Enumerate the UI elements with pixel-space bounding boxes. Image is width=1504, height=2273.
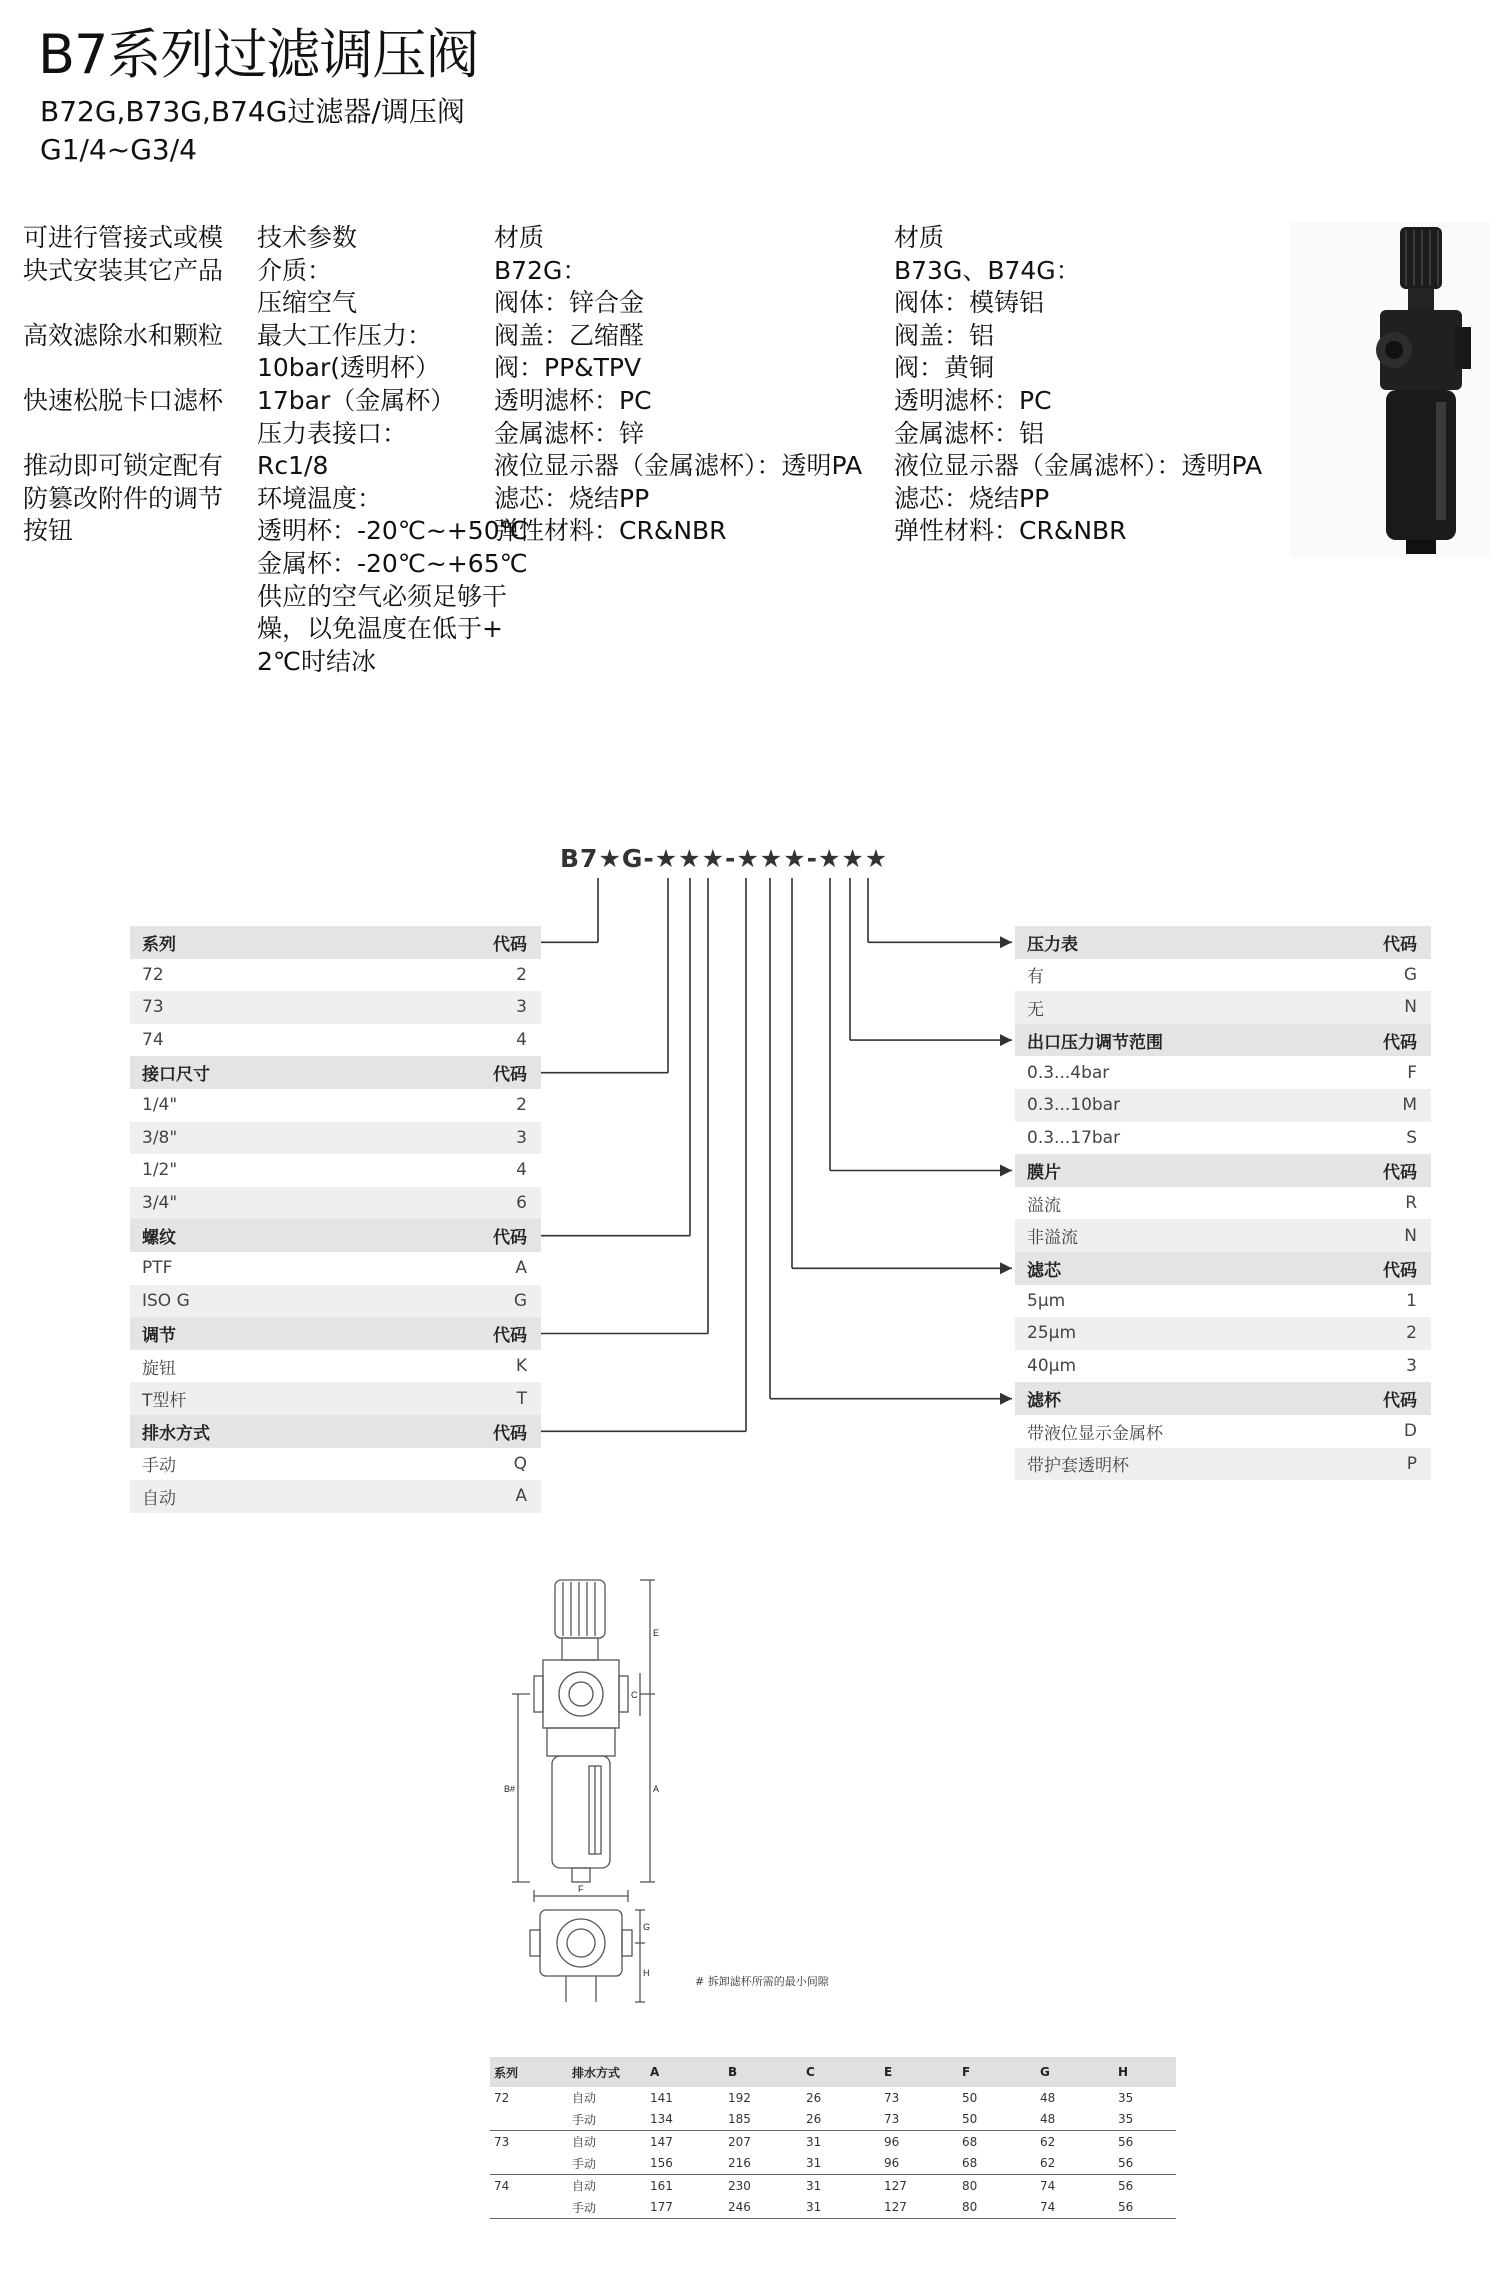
dim-header-cell: B <box>724 2057 802 2087</box>
order-option-code: 6 <box>355 1187 541 1220</box>
material-b72g-line: 材质 <box>494 223 545 252</box>
order-option-row <box>1015 1089 1431 1122</box>
order-option-label: 滤杯 <box>1015 1382 1245 1415</box>
order-option-row <box>1015 1448 1431 1481</box>
dim-cell <box>490 2197 568 2219</box>
dim-header-cell: 排水方式 <box>568 2057 646 2087</box>
order-option-code: 代码 <box>1245 1252 1431 1285</box>
order-option-label: 25μm <box>1015 1317 1245 1350</box>
material-b73g-b74g-line: 透明滤杯：PC <box>894 385 1052 415</box>
order-option-code: 代码 <box>355 1415 541 1448</box>
order-option-code: 代码 <box>355 1317 541 1350</box>
order-option-code: 4 <box>516 1160 527 1181</box>
dim-header-cell: A <box>646 2057 724 2087</box>
order-option-label: 压力表 <box>1015 926 1245 959</box>
order-option-row <box>130 1252 541 1285</box>
order-option-label: 手动 <box>142 1456 176 1477</box>
order-option-row <box>130 1024 541 1057</box>
material-b72g-line: 透明滤杯：PC <box>494 385 652 415</box>
dim-cell: 31 <box>802 2131 880 2153</box>
dim-cell: 72 <box>494 2090 510 2105</box>
port-size-range: G1/4~G3/4 <box>40 133 197 166</box>
feature-line: 高效滤除水和颗粒 <box>23 320 224 350</box>
dim-label-a: A <box>653 1784 660 1794</box>
order-option-code: 2 <box>516 964 527 985</box>
dimension-table <box>490 2057 1176 2219</box>
tech-param-line: 金属杯：-20℃~+65℃ <box>257 548 528 578</box>
connector-arrow <box>1000 1034 1012 1046</box>
material-b72g-line: 阀：PP&TPV <box>494 353 642 383</box>
dim-cell: 127 <box>880 2197 958 2219</box>
order-option-row <box>1015 959 1431 992</box>
order-option-row <box>1015 1350 1431 1383</box>
order-code: B7★G-★★★-★★★-★★★ <box>560 844 889 873</box>
order-option-row <box>130 1382 541 1415</box>
feature-line: 可进行管接式或模 <box>23 223 224 252</box>
order-option-label: 0.3...17bar <box>1027 1127 1121 1148</box>
dim-cell: 73 <box>884 2090 900 2105</box>
tech-param-line: 介质： <box>257 255 333 285</box>
order-option-code: 2 <box>1245 1317 1431 1350</box>
dim-header-cell: G <box>1036 2057 1114 2087</box>
order-option-code: T <box>355 1382 541 1415</box>
dim-cell: 56 <box>1118 2156 1134 2171</box>
dim-cell: 192 <box>728 2090 751 2105</box>
order-option-code: N <box>1245 991 1431 1024</box>
dim-cell <box>490 2153 568 2175</box>
material-b73g-b74g-line: 阀盖：铝 <box>894 320 995 350</box>
dim-cell: 74 <box>1036 2197 1114 2219</box>
order-option-label: 有 <box>1027 967 1044 988</box>
order-option-label: 带护套透明杯 <box>1015 1448 1245 1481</box>
order-option-code: 代码 <box>355 926 541 959</box>
order-option-code: K <box>515 1356 527 1377</box>
dim-cell: 56 <box>1114 2197 1176 2219</box>
order-option-label: 无 <box>1015 991 1245 1024</box>
material-b72g-line: 金属滤杯：锌 <box>494 418 645 448</box>
order-option-label: 溢流 <box>1027 1195 1061 1216</box>
tech-param-line: Rc1/8 <box>257 451 329 481</box>
order-option-code: R <box>1405 1193 1417 1214</box>
order-option-row <box>130 1350 541 1383</box>
order-option-code: D <box>1403 1421 1417 1442</box>
dim-cell: 80 <box>958 2197 1036 2219</box>
order-option-row <box>1015 1285 1431 1318</box>
order-option-label: 接口尺寸 <box>130 1056 355 1089</box>
order-option-label: ISO G <box>130 1285 355 1318</box>
dim-cell: 147 <box>646 2131 724 2153</box>
order-option-label: 74 <box>142 1030 164 1051</box>
tech-param-line: 最大工作压力： <box>257 320 433 350</box>
tech-param-line: 技术参数 <box>257 223 358 252</box>
dim-cell: 手动 <box>572 2156 597 2171</box>
dim-header-cell: F <box>958 2057 1036 2087</box>
order-section-header <box>1015 1154 1431 1187</box>
dim-label-e: E <box>653 1628 660 1638</box>
dim-cell <box>490 2109 568 2131</box>
order-option-row <box>1015 1187 1431 1220</box>
order-section-header <box>130 1056 541 1089</box>
dim-cell: 50 <box>962 2090 978 2105</box>
dim-cell: 73 <box>490 2131 568 2153</box>
order-table-right <box>1015 926 1431 1480</box>
order-option-code: 1 <box>1406 1290 1417 1311</box>
dim-cell: 156 <box>650 2156 673 2171</box>
dim-label-h: H <box>643 1968 650 1978</box>
feature-line: 推动即可锁定配有 <box>23 451 224 481</box>
material-b72g-line: 弹性材料：CR&NBR <box>494 516 727 546</box>
dim-cell: 161 <box>646 2175 724 2197</box>
dim-label-b: B# <box>504 1784 516 1794</box>
dim-row <box>490 2087 1176 2109</box>
dim-cell: 自动 <box>568 2131 646 2153</box>
order-option-row <box>1015 1056 1431 1089</box>
page-subtitle: B72G,B73G,B74G过滤器/调压阀 <box>40 95 465 128</box>
order-option-code: 代码 <box>1245 1382 1431 1415</box>
order-option-row <box>130 1480 541 1513</box>
feature-line: 按钮 <box>23 516 74 546</box>
order-option-label: 自动 <box>130 1480 355 1513</box>
order-section-header <box>1015 926 1431 959</box>
dim-cell: 246 <box>724 2197 802 2219</box>
page-title: B7系列过滤调压阀 <box>38 23 479 86</box>
tech-param-line: 压缩空气 <box>257 288 358 318</box>
dim-cell: 230 <box>724 2175 802 2197</box>
order-option-label: 3/4" <box>130 1187 355 1220</box>
order-option-code: G <box>355 1285 541 1318</box>
tech-param-line: 燥，以免温度在低于+ <box>257 614 503 644</box>
dim-row <box>490 2175 1176 2197</box>
order-section-header <box>130 926 541 959</box>
order-option-code: N <box>1245 1219 1431 1252</box>
tech-param-line: 17bar（金属杯） <box>257 385 456 415</box>
dim-cell: 73 <box>884 2112 900 2127</box>
order-option-label: 1/4" <box>142 1095 178 1116</box>
order-section-header <box>1015 1382 1431 1415</box>
dim-cell: 141 <box>650 2090 673 2105</box>
dim-cell: 26 <box>806 2090 822 2105</box>
order-option-code: 3 <box>1406 1356 1417 1377</box>
dimension-drawing <box>500 1570 700 2014</box>
dim-cell: 185 <box>728 2112 751 2127</box>
material-b73g-b74g-line: 液位显示器（金属滤杯）：透明PA <box>894 451 1263 481</box>
tech-param-line: 2℃时结冰 <box>257 646 376 676</box>
order-table-left <box>130 926 541 1513</box>
dim-cell: 35 <box>1118 2112 1134 2127</box>
material-b72g-line: 液位显示器（金属滤杯）：透明PA <box>494 451 863 481</box>
connector-arrow <box>1000 1393 1012 1405</box>
material-b72g-line: 阀体：锌合金 <box>494 288 645 318</box>
dim-cell: 48 <box>1040 2090 1056 2105</box>
order-option-label: 0.3...4bar <box>1027 1062 1110 1083</box>
order-option-code: 代码 <box>355 1219 541 1252</box>
dim-row <box>490 2153 1176 2175</box>
dim-label-f: F <box>578 1884 584 1894</box>
dim-cell: 74 <box>490 2175 568 2197</box>
material-b72g-line: 滤芯：烧结PP <box>494 483 650 513</box>
dim-cell: 35 <box>1118 2090 1134 2105</box>
dim-cell: 手动 <box>568 2197 646 2219</box>
order-option-row <box>1015 1317 1431 1350</box>
order-option-label: PTF <box>142 1258 173 1279</box>
dim-cell: 207 <box>724 2131 802 2153</box>
order-option-label: 调节 <box>130 1317 355 1350</box>
order-option-label: T型杆 <box>130 1382 355 1415</box>
material-b73g-b74g-line: B73G、B74G： <box>894 255 1081 285</box>
order-option-label: 73 <box>130 991 355 1024</box>
order-option-row <box>1015 1415 1431 1448</box>
dim-cell: 手动 <box>572 2112 597 2127</box>
feature-line: 快速松脱卡口滤杯 <box>23 385 224 415</box>
tech-param-line: 透明杯：-20℃~+50℃ <box>257 516 528 546</box>
order-option-code: M <box>1245 1089 1431 1122</box>
connector-arrow <box>1000 1165 1012 1177</box>
order-option-row <box>130 1089 541 1122</box>
dim-cell: 177 <box>646 2197 724 2219</box>
order-option-label: 3/8" <box>130 1122 355 1155</box>
order-option-row <box>130 959 541 992</box>
order-section-header <box>1015 1252 1431 1285</box>
order-option-label: 1/2" <box>142 1160 178 1181</box>
dim-label-c: C <box>631 1690 638 1700</box>
tech-param-line: 供应的空气必须足够干 <box>257 581 508 611</box>
order-option-code: G <box>1403 964 1417 985</box>
order-section-header <box>130 1415 541 1448</box>
dim-cell: 31 <box>802 2175 880 2197</box>
order-option-code: A <box>515 1258 527 1279</box>
material-b73g-b74g-line: 金属滤杯：铝 <box>894 418 1045 448</box>
dim-cell: 26 <box>806 2112 822 2127</box>
order-option-code: P <box>1245 1448 1431 1481</box>
connector-arrow <box>1000 1262 1012 1274</box>
order-section-header <box>1015 1024 1431 1057</box>
dim-cell: 自动 <box>572 2091 597 2106</box>
order-option-label: 系列 <box>130 926 355 959</box>
dim-cell: 31 <box>806 2156 822 2171</box>
drawing-note: # 拆卸滤杯所需的最小间隙 <box>695 1975 829 1988</box>
order-option-label: 5μm <box>1027 1290 1066 1311</box>
dim-cell: 68 <box>962 2156 978 2171</box>
order-option-row <box>130 1448 541 1481</box>
material-b73g-b74g-line: 阀体：模铸铝 <box>894 288 1045 318</box>
dim-row <box>490 2109 1176 2131</box>
order-option-row <box>130 1285 541 1318</box>
order-option-label: 带液位显示金属杯 <box>1027 1423 1163 1444</box>
order-option-row <box>1015 991 1431 1024</box>
order-option-label: 出口压力调节范围 <box>1015 1024 1245 1057</box>
feature-line: 防篡改附件的调节 <box>23 483 224 513</box>
dim-cell: 127 <box>880 2175 958 2197</box>
tech-param-line: 环境温度： <box>257 483 383 513</box>
material-b73g-b74g-line: 弹性材料：CR&NBR <box>894 516 1127 546</box>
dim-row <box>490 2131 1176 2153</box>
dim-cell: 56 <box>1114 2131 1176 2153</box>
order-section-header <box>130 1219 541 1252</box>
dim-cell: 62 <box>1036 2131 1114 2153</box>
dim-cell: 68 <box>958 2131 1036 2153</box>
order-section-header <box>130 1317 541 1350</box>
order-option-label: 72 <box>142 964 164 985</box>
dim-row <box>490 2197 1176 2219</box>
order-option-label: 非溢流 <box>1015 1219 1245 1252</box>
connector-arrow <box>1000 936 1012 948</box>
material-b73g-b74g-line: 材质 <box>894 223 945 252</box>
order-option-label: 40μm <box>1027 1356 1077 1377</box>
order-option-code: Q <box>513 1453 527 1474</box>
order-option-row <box>130 1154 541 1187</box>
dim-header-cell: 系列 <box>490 2057 568 2087</box>
order-option-code: 代码 <box>1245 926 1431 959</box>
dim-header-cell: E <box>880 2057 958 2087</box>
dim-header-cell: C <box>802 2057 880 2087</box>
order-option-label: 滤芯 <box>1015 1252 1245 1285</box>
order-option-label: 膜片 <box>1015 1154 1245 1187</box>
order-option-code: 3 <box>355 1122 541 1155</box>
dim-cell: 62 <box>1040 2156 1056 2171</box>
order-option-code: 2 <box>516 1095 527 1116</box>
feature-line: 块式安装其它产品 <box>23 255 224 285</box>
material-b72g-line: B72G： <box>494 255 588 285</box>
order-option-row <box>1015 1122 1431 1155</box>
order-option-label: 旋钮 <box>142 1358 176 1379</box>
tech-param-line: 压力表接口： <box>257 418 408 448</box>
dim-header-cell: H <box>1114 2057 1176 2087</box>
dim-cell: 96 <box>884 2156 900 2171</box>
dim-cell: 74 <box>1036 2175 1114 2197</box>
material-b72g-line: 阀盖：乙缩醛 <box>494 320 645 350</box>
order-option-code: 代码 <box>1245 1024 1431 1057</box>
order-option-code: 3 <box>355 991 541 1024</box>
dim-cell: 96 <box>880 2131 958 2153</box>
order-option-label: 排水方式 <box>130 1415 355 1448</box>
dim-cell: 216 <box>728 2156 751 2171</box>
order-option-code: S <box>1406 1127 1417 1148</box>
order-option-code: 4 <box>516 1030 527 1051</box>
dim-cell: 56 <box>1114 2175 1176 2197</box>
dim-cell: 134 <box>650 2112 673 2127</box>
order-option-row <box>130 1187 541 1220</box>
material-b73g-b74g-line: 阀：黄铜 <box>894 353 995 383</box>
tech-param-line: 10bar(透明杯） <box>257 353 441 383</box>
order-option-label: 0.3...10bar <box>1015 1089 1245 1122</box>
order-option-row <box>130 1122 541 1155</box>
order-option-row <box>1015 1219 1431 1252</box>
order-option-code: 代码 <box>355 1056 541 1089</box>
dim-cell: 31 <box>802 2197 880 2219</box>
order-option-label: 螺纹 <box>130 1219 355 1252</box>
dim-cell: 自动 <box>568 2175 646 2197</box>
order-option-code: 代码 <box>1245 1154 1431 1187</box>
order-option-code: F <box>1407 1062 1417 1083</box>
order-option-code: A <box>355 1480 541 1513</box>
order-option-row <box>130 991 541 1024</box>
material-b73g-b74g-line: 滤芯：烧结PP <box>894 483 1050 513</box>
dim-cell: 50 <box>962 2112 978 2127</box>
dim-cell: 80 <box>958 2175 1036 2197</box>
dim-label-g: G <box>643 1922 651 1932</box>
dim-cell: 48 <box>1040 2112 1056 2127</box>
